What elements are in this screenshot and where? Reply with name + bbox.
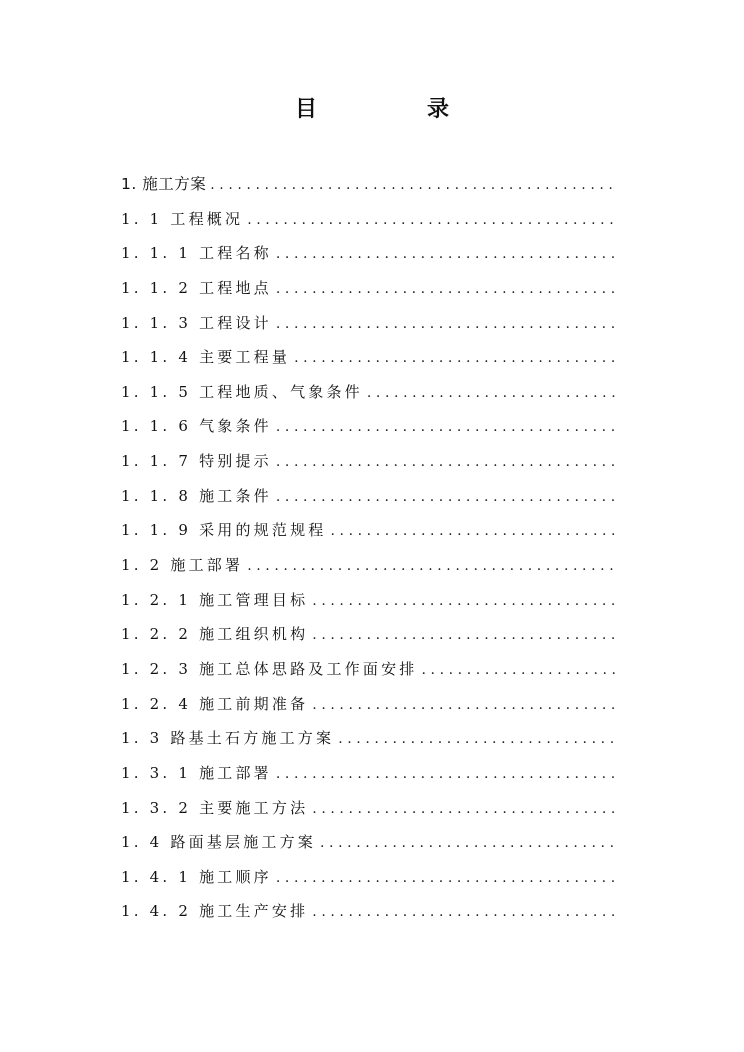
dot-leader (243, 203, 615, 237)
dot-leader (272, 272, 615, 306)
toc-entry[interactable] (121, 652, 615, 687)
dot-leader (308, 792, 615, 826)
toc-entry-label: 1. 1. 4 主要工程量 (121, 348, 291, 367)
dot-leader (272, 307, 615, 341)
toc-entry-label: 1. 4 路面基层施工方案 (121, 833, 316, 852)
toc-entry[interactable] (121, 513, 615, 548)
toc-entry[interactable] (121, 687, 615, 722)
dot-leader (417, 653, 615, 687)
toc-entry-label: 1. 施工方案 (121, 175, 207, 193)
dot-leader (272, 480, 615, 514)
dot-leader (272, 757, 615, 791)
dot-leader (334, 722, 615, 756)
toc-entry[interactable] (121, 721, 615, 756)
toc-entry-label: 1. 1. 2 工程地点 (121, 278, 272, 297)
toc-entry-label: 1. 1. 7 特别提示 (121, 452, 272, 471)
toc-entry[interactable] (121, 271, 615, 306)
dot-leader (290, 341, 615, 375)
dot-leader (326, 514, 615, 548)
toc-entry-label: 1. 1. 9 采用的规范规程 (121, 521, 327, 540)
toc-entry[interactable] (121, 306, 615, 341)
toc-entry-label: 1. 2. 2 施工组织机构 (121, 625, 309, 644)
toc-entry-label: 1. 4. 2 施工生产安排 (121, 902, 309, 921)
toc-entry[interactable] (121, 375, 615, 410)
dot-leader (308, 618, 615, 652)
toc-entry-label: 1. 3. 2 主要施工方法 (121, 798, 309, 817)
dot-leader (316, 826, 615, 860)
toc-entry[interactable] (121, 236, 615, 271)
toc-entry[interactable] (121, 894, 615, 929)
toc-entry-label: 1. 1 工程概况 (121, 209, 244, 228)
toc-entry-label: 1. 1. 5 工程地质、气象条件 (121, 382, 363, 401)
toc-entry[interactable] (121, 756, 615, 791)
dot-leader (308, 895, 615, 929)
dot-leader (363, 376, 615, 410)
dot-leader (272, 445, 615, 479)
toc-entry-label: 1. 3 路基土石方施工方案 (121, 729, 335, 748)
toc-entry[interactable] (121, 409, 615, 444)
toc-entry-label: 1. 1. 1 工程名称 (121, 244, 272, 263)
toc-entry-label: 1. 1. 8 施工条件 (121, 486, 272, 505)
dot-leader (243, 549, 615, 583)
toc-entry-label: 1. 1. 3 工程设计 (121, 313, 272, 332)
dot-leader (308, 688, 615, 722)
toc-entry[interactable] (121, 479, 615, 514)
dot-leader (272, 237, 615, 271)
toc-entry-label: 1. 2 施工部署 (121, 556, 244, 575)
toc-entry[interactable] (121, 617, 615, 652)
toc-entry[interactable] (121, 583, 615, 618)
toc-entry[interactable] (121, 444, 615, 479)
toc-entry[interactable] (121, 340, 615, 375)
toc-title: 目 录 (294, 97, 493, 122)
dot-leader (272, 410, 615, 444)
toc-entry[interactable] (121, 548, 615, 583)
toc-entry[interactable] (121, 167, 615, 202)
toc-entry-label: 1. 3. 1 施工部署 (121, 763, 272, 782)
toc-entry-label: 1. 1. 6 气象条件 (121, 417, 272, 436)
dot-leader (308, 584, 615, 618)
dot-leader (272, 861, 615, 895)
toc-entry-label: 1. 4. 1 施工顺序 (121, 867, 272, 886)
toc-entry[interactable] (121, 825, 615, 860)
toc-entry-label: 1. 2. 3 施工总体思路及工作面安排 (121, 659, 418, 678)
dot-leader (206, 168, 615, 202)
toc-entry[interactable] (121, 860, 615, 895)
toc-entry[interactable] (121, 791, 615, 826)
toc-list (121, 167, 615, 929)
toc-entry-label: 1. 2. 4 施工前期准备 (121, 694, 309, 713)
toc-entry[interactable] (121, 202, 615, 237)
toc-entry-label: 1. 2. 1 施工管理目标 (121, 590, 309, 609)
